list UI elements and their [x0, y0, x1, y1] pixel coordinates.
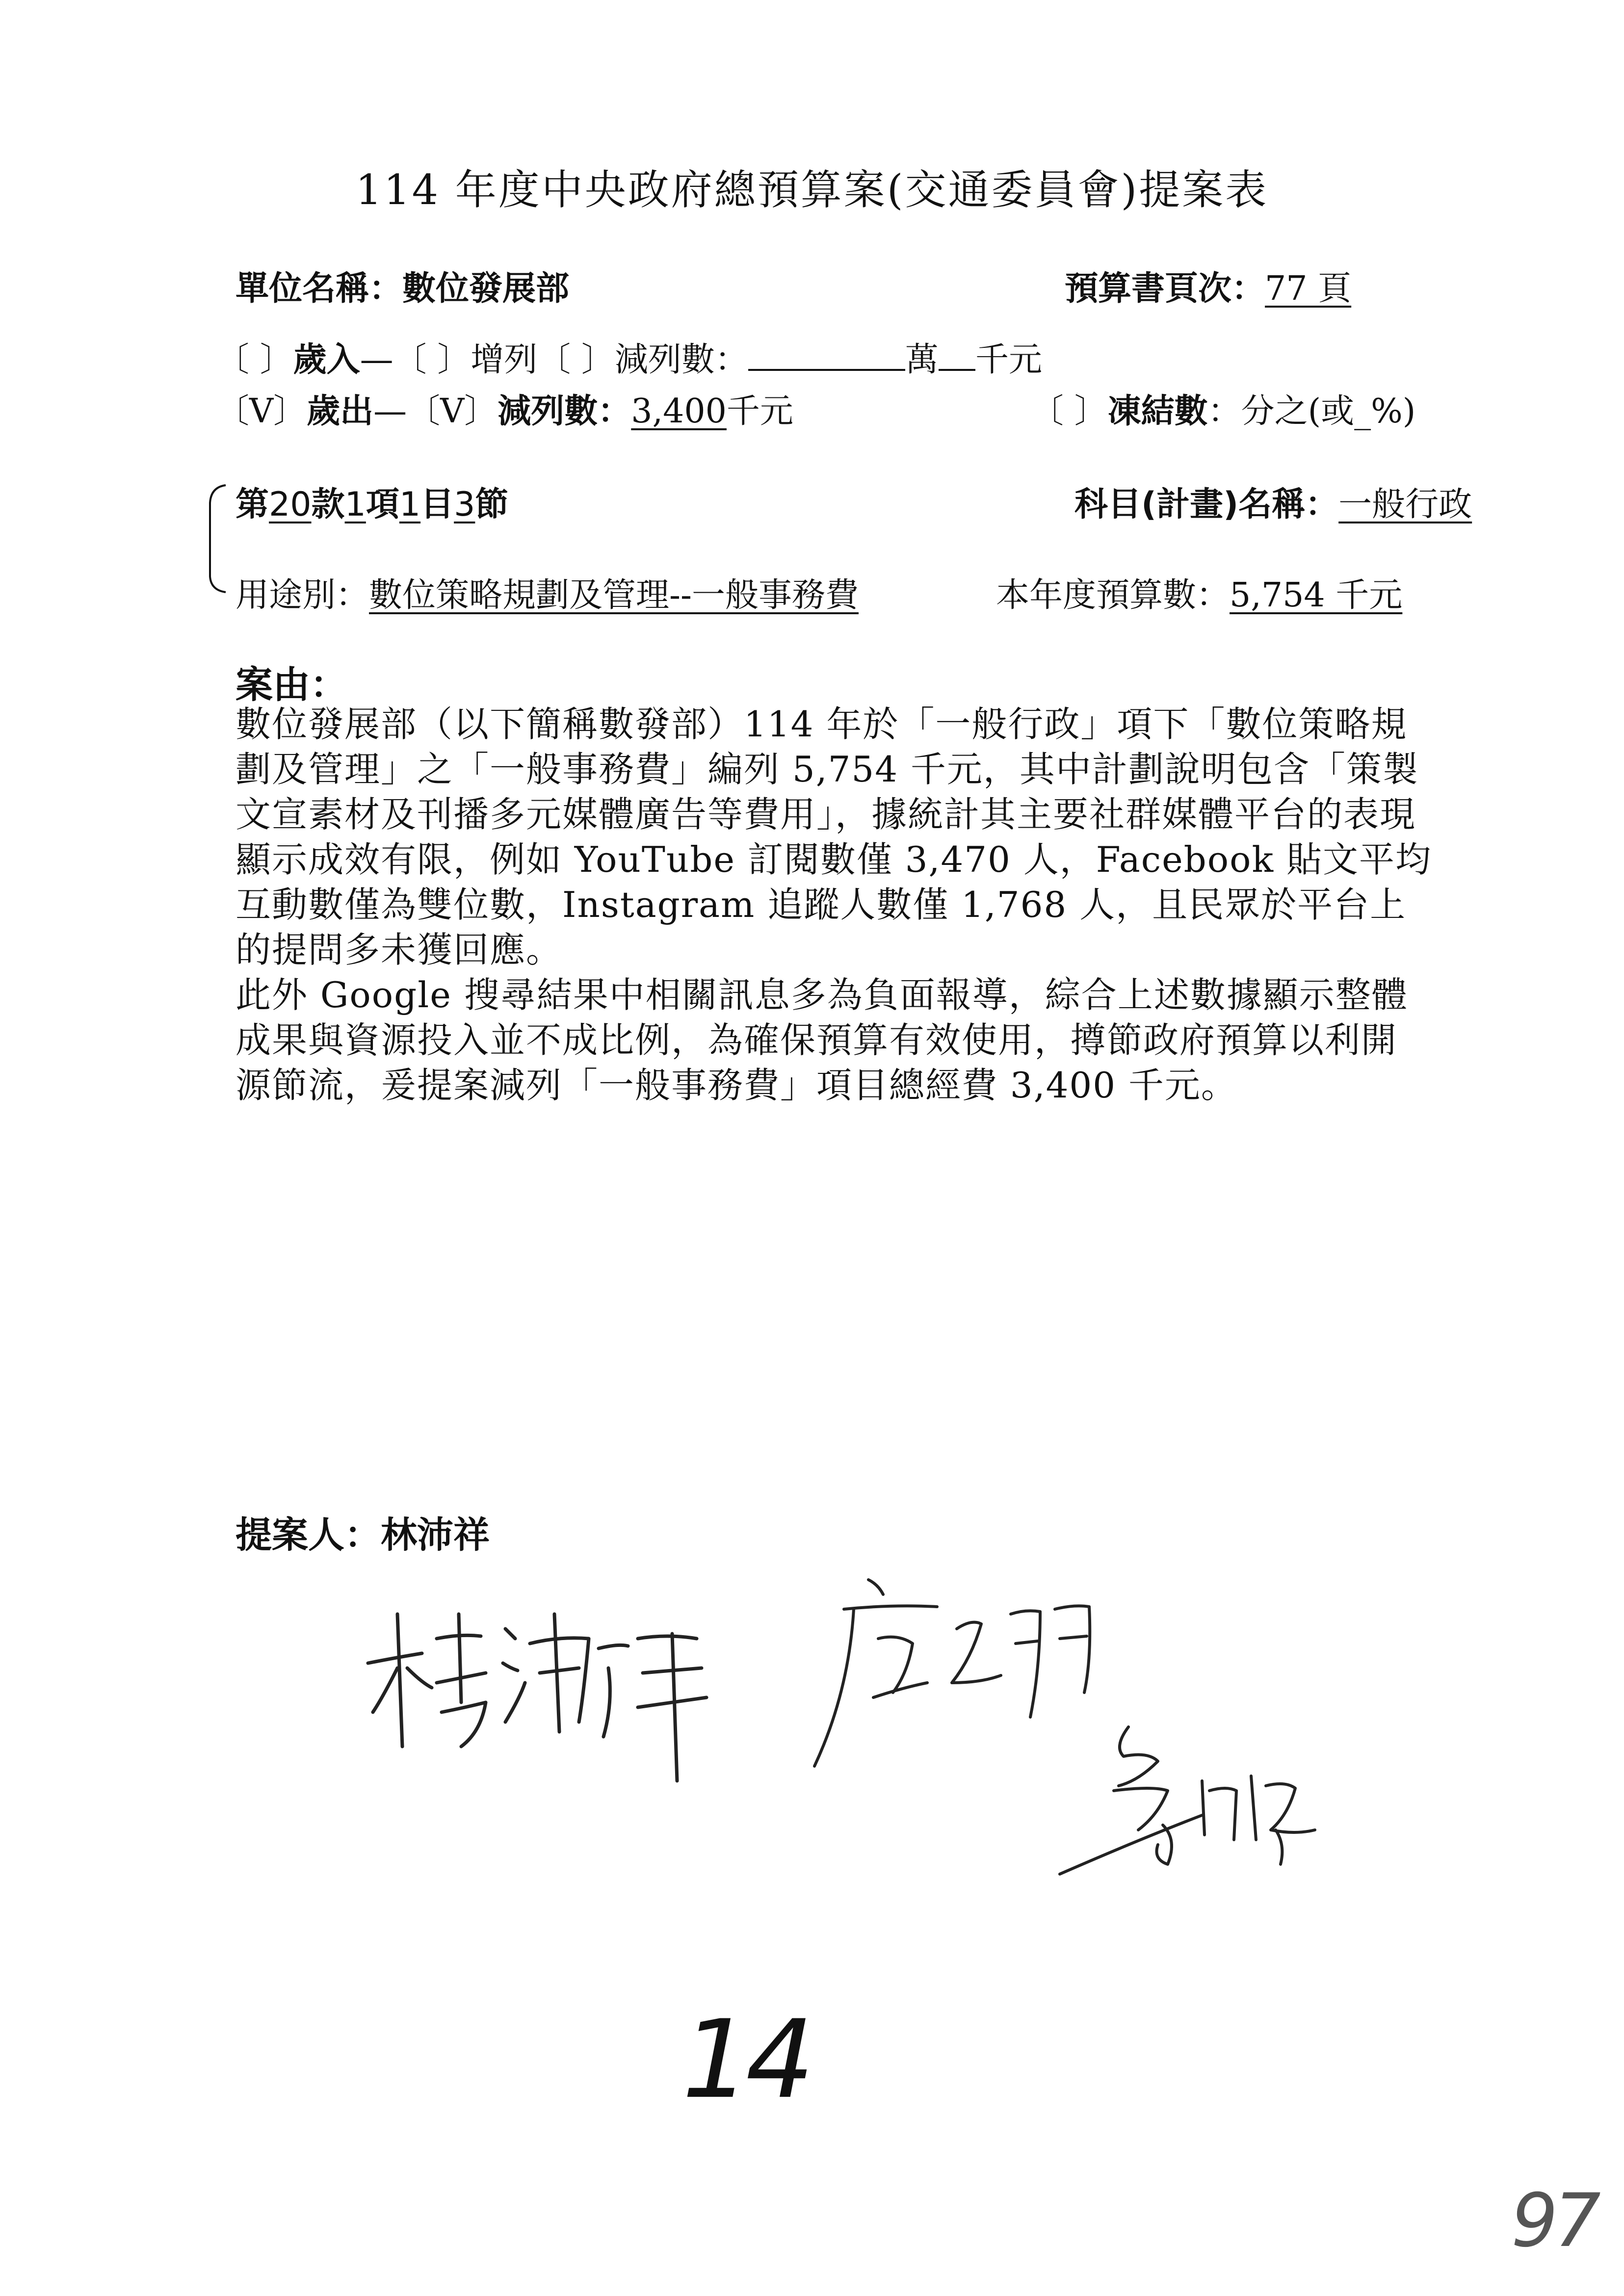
freeze-colon: ：	[1207, 392, 1241, 431]
expense-line	[216, 392, 793, 431]
freeze-line	[1030, 392, 1416, 431]
handwritten-number: 14	[682, 1997, 810, 2122]
freeze-label: 凍結數	[1107, 392, 1208, 431]
expense-unit: 千元	[726, 392, 793, 431]
item-t2: 款	[311, 485, 345, 524]
expense-decrease-checkbox: 〔V〕	[407, 392, 498, 431]
proposer-line	[236, 1506, 490, 1558]
subject-line	[1074, 485, 1472, 524]
page-ref-value: 77 頁	[1265, 269, 1352, 308]
proposer-name: 林沛祥	[381, 1514, 490, 1556]
page-ref-label: 預算書頁次：	[1065, 269, 1265, 308]
item-t3: 項	[366, 485, 399, 524]
handwritten-page-number: 97	[1511, 2178, 1597, 2264]
revenue-unit-wan: 萬	[905, 340, 939, 379]
item-jie: 3	[454, 485, 475, 524]
expense-amount: 3,400	[631, 392, 727, 431]
usage-label: 用途別：	[236, 576, 369, 615]
revenue-increase-checkbox: 〔 〕	[393, 340, 471, 379]
budget-line	[996, 576, 1403, 615]
unit-value: 數位發展部	[402, 269, 570, 308]
unit-label: 單位名稱：	[236, 269, 403, 308]
revenue-decrease-checkbox: 〔 〕	[537, 340, 615, 379]
usage-value: 數位策略規劃及管理--一般事務費	[369, 576, 859, 615]
expense-dash: —	[373, 392, 407, 431]
revenue-unit-qian: 千元	[975, 340, 1042, 379]
item-line	[236, 485, 509, 524]
page-ref-line	[1065, 269, 1352, 308]
freeze-checkbox: 〔 〕	[1030, 392, 1108, 431]
proposer-label: 提案人：	[236, 1514, 381, 1556]
unit-line	[236, 269, 570, 308]
revenue-dash: —	[360, 340, 393, 379]
usage-line	[236, 576, 859, 615]
revenue-qian-blank	[939, 369, 975, 371]
revenue-checkbox: 〔 〕	[216, 340, 293, 379]
subject-value: 一般行政	[1338, 485, 1472, 524]
item-kuan: 20	[269, 485, 312, 524]
revenue-label: 歲入	[293, 340, 360, 379]
expense-label: 歲出	[307, 392, 374, 431]
revenue-line	[216, 340, 1042, 379]
reason-body	[236, 702, 1433, 1108]
reason-paragraph-2: 此外 Google 搜尋結果中相關訊息多為負面報導，綜合上述數據顯示整體成果與資源投入並不成比例，為確保預算有效使用，撙節政府預算以利開源節流，爰提案減列「一般事務費」項目總經費 3,400 千元。	[236, 974, 1408, 1106]
expense-decrease-label: 減列數：	[498, 392, 631, 431]
page-title: 114 年度中央政府總預算案(交通委員會)提案表	[355, 166, 1269, 214]
reason-paragraph-1: 數位發展部（以下簡稱數發部）114 年於「一般行政」項下「數位策略規劃及管理」之「一般事務費」編列 5,754 千元，其中計劃說明包含「策製文宣素材及刊播多元媒體廣告等費用」，據統計其主要社群媒體平台的表現顯示成效有限，例如 YouTube 訂閱數僅 3,470 人，Facebook 貼文平均互動數僅為雙位數，Instagram 追蹤人數僅 1,768 人，且民眾於平台上的提問多未獲回應。	[236, 704, 1432, 970]
reason-heading: 案由：	[236, 663, 347, 706]
item-xiang: 1	[344, 485, 366, 524]
revenue-amount-blank	[748, 369, 905, 371]
budget-label: 本年度預算數：	[996, 576, 1230, 615]
signature-1	[363, 1585, 746, 1791]
item-t5: 節	[475, 485, 509, 524]
signature-3	[1040, 1717, 1335, 1894]
expense-checkbox: 〔V〕	[216, 392, 307, 431]
revenue-decrease-label: 減列數：	[614, 340, 748, 379]
item-t1: 第	[236, 485, 269, 524]
item-t4: 目	[420, 485, 454, 524]
revenue-increase-label: 增列	[471, 340, 538, 379]
subject-label: 科目(計畫)名稱：	[1074, 485, 1339, 524]
item-mu: 1	[399, 485, 421, 524]
item-bracket	[206, 483, 228, 594]
budget-value: 5,754 千元	[1230, 576, 1403, 615]
freeze-text: 分之(或_%)	[1241, 392, 1416, 431]
